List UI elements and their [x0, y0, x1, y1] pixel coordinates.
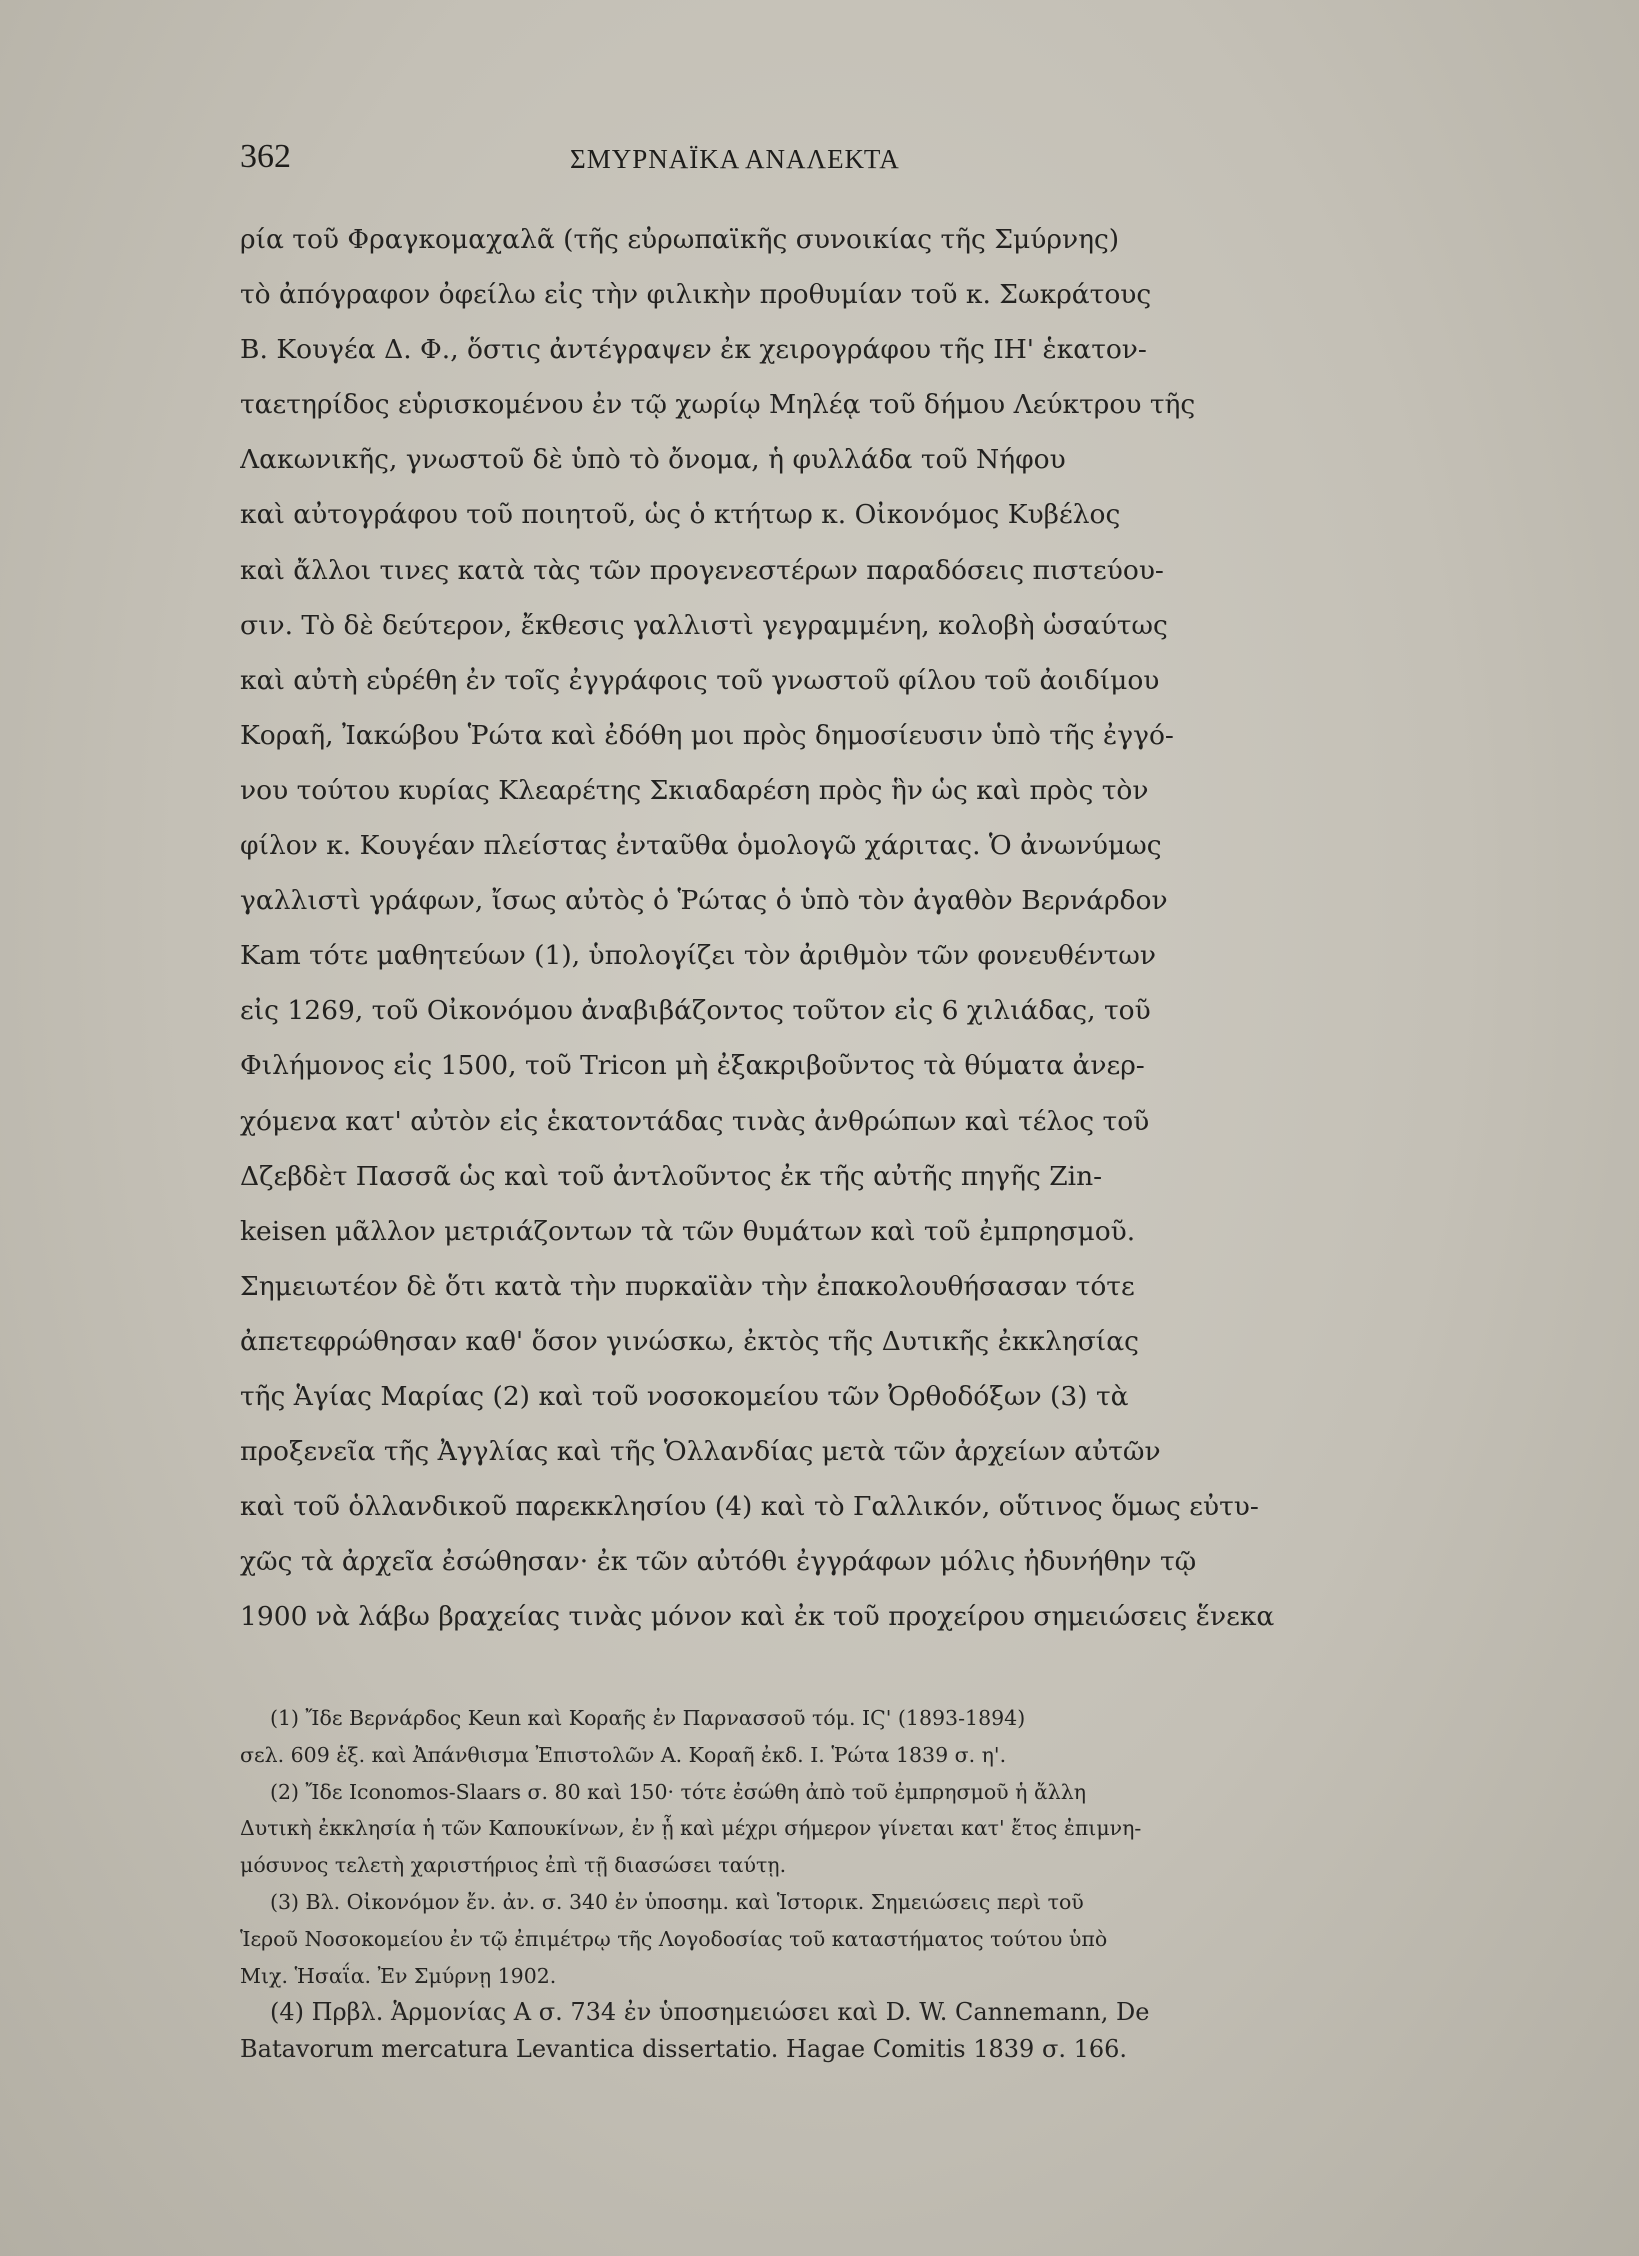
text-line: χόμενα κατ' αὐτὸν εἰς ἑκατοντάδας τινὰς ἀνθρώπων καὶ τέλος τοῦ	[240, 1105, 1150, 1137]
footnotes	[240, 1700, 1410, 2068]
text-line: προξενεῖα τῆς Ἀγγλίας καὶ τῆς Ὁλλανδίας μετὰ τῶν ἀρχείων αὐτῶν	[240, 1436, 1161, 1468]
text-line: 1900 νὰ λάβω βραχείας τινὰς μόνον καὶ ἐκ τοῦ προχείρου σημειώσεις ἕνεκα	[240, 1601, 1275, 1633]
text-line: φίλον κ. Κουγέαν πλείστας ἐνταῦθα ὁμολογῶ χάριτας. Ὁ ἀνωνύμως	[240, 830, 1162, 862]
text-line: Kam τότε μαθητεύων (1), ὑπολογίζει τὸν ἀριθμὸν τῶν φονευθέντων	[240, 940, 1157, 972]
footnote-4-line: Batavorum mercatura Levantica dissertatio. Hagae Comitis 1839 σ. 166.	[240, 2035, 1128, 2064]
text-line: εἰς 1269, τοῦ Οἰκονόμου ἀναβιβάζοντος τοῦτον εἰς 6 χιλιάδας, τοῦ	[240, 995, 1151, 1027]
text-line: καὶ τοῦ ὁλλανδικοῦ παρεκκλησίου (4) καὶ τὸ Γαλλικόν, οὕτινος ὅμως εὐτυ-	[240, 1491, 1259, 1523]
page-header	[240, 138, 1390, 178]
page-number: 362	[240, 138, 291, 175]
footnote-3-line: (3) Βλ. Οἰκονόμον ἔν. ἀν. σ. 340 ἐν ὑποσημ. καὶ Ἱστορικ. Σημειώσεις περὶ τοῦ	[270, 1889, 1084, 1914]
footnote-1-line: (1) Ἴδε Βερνάρδος Keun καὶ Κοραῆς ἐν Παρνασσοῦ τόμ. ΙϚ' (1893-1894)	[270, 1706, 1026, 1730]
running-title: ΣΜΥΡΝΑΪΚΑ ΑΝΑΛΕΚΤΑ	[570, 144, 900, 174]
text-line: τὸ ἀπόγραφον ὀφείλω εἰς τὴν φιλικὴν προθυμίαν τοῦ κ. Σωκράτους	[240, 279, 1152, 311]
text-line: Φιλήμονος εἰς 1500, τοῦ Tricon μὴ ἐξακριβοῦντος τὰ θύματα ἀνερ-	[240, 1050, 1145, 1082]
text-line: Λακωνικῆς, γνωστοῦ δὲ ὑπὸ τὸ ὄνομα, ἡ φυλλάδα τοῦ Νήφου	[240, 444, 1066, 476]
text-line: καὶ αὐτὴ εὑρέθη ἐν τοῖς ἐγγράφοις τοῦ γνωστοῦ φίλου τοῦ ἀοιδίμου	[240, 664, 1160, 696]
footnote-4-line: (4) Πρβλ. Ἁρμονίας Α σ. 734 ἐν ὑποσημειώσει καὶ D. W. Cannemann, De	[270, 1998, 1150, 2027]
text-line: Δζεβδὲτ Πασσᾶ ὡς καὶ τοῦ ἀντλοῦντος ἐκ τῆς αὐτῆς πηγῆς Zin-	[240, 1160, 1103, 1192]
footnote-3-line: Μιχ. Ἡσαΐα. Ἐν Σμύρνῃ 1902.	[240, 1963, 557, 1988]
text-line: Β. Κουγέα Δ. Φ., ὅστις ἀντέγραψεν ἐκ χειρογράφου τῆς ΙΗ' ἑκατον-	[240, 334, 1147, 366]
main-text	[240, 212, 1400, 1644]
text-line: ἀπετεφρώθησαν καθ' ὅσον γινώσκω, ἐκτὸς τῆς Δυτικῆς ἐκκλησίας	[240, 1325, 1139, 1357]
text-line: σιν. Τὸ δὲ δεύτερον, ἔκθεσις γαλλιστὶ γεγραμμένη, κολοβὴ ὡσαύτως	[240, 609, 1168, 641]
footnote-2-line: μόσυνος τελετὴ χαριστήριος ἐπὶ τῇ διασώσει ταύτῃ.	[240, 1853, 787, 1878]
text-line: καὶ ἄλλοι τινες κατὰ τὰς τῶν προγενεστέρων παραδόσεις πιστεύου-	[240, 554, 1164, 586]
text-line: ρία τοῦ Φραγκομαχαλᾶ (τῆς εὐρωπαϊκῆς συνοικίας τῆς Σμύρνης)	[240, 224, 1120, 255]
text-line: γαλλιστὶ γράφων, ἴσως αὐτὸς ὁ Ῥώτας ὁ ὑπὸ τὸν ἀγαθὸν Βερνάρδον	[240, 885, 1168, 917]
text-line: keisen μᾶλλον μετριάζοντων τὰ τῶν θυμάτων καὶ τοῦ ἐμπρησμοῦ.	[240, 1215, 1136, 1247]
footnote-2-line: (2) Ἴδε Iconomos-Slaars σ. 80 καὶ 150· τότε ἐσώθη ἀπὸ τοῦ ἐμπρησμοῦ ἡ ἄλλη	[270, 1779, 1087, 1804]
text-line: Σημειωτέον δὲ ὅτι κατὰ τὴν πυρκαϊὰν τὴν ἐπακολουθήσασαν τότε	[240, 1270, 1135, 1302]
footnote-1-line: σελ. 609 ἑξ. καὶ Ἀπάνθισμα Ἐπιστολῶν Α. Κοραῆ ἐκδ. Ι. Ῥώτα 1839 σ. η'.	[240, 1742, 1007, 1767]
text-line: ταετηρίδος εὑρισκομένου ἐν τῷ χωρίῳ Μηλέᾳ τοῦ δήμου Λεύκτρου τῆς	[240, 389, 1196, 421]
footnote-2-line: Δυτικὴ ἐκκλησία ἡ τῶν Καπουκίνων, ἐν ᾗ καὶ μέχρι σήμερον γίνεται κατ' ἔτος ἐπιμνη-	[240, 1816, 1142, 1841]
footnote-3-line: Ἱεροῦ Νοσοκομείου ἐν τῷ ἐπιμέτρῳ τῆς Λογοδοσίας τοῦ καταστήματος τούτου ὑπὸ	[240, 1926, 1108, 1951]
text-line: τῆς Ἁγίας Μαρίας (2) καὶ τοῦ νοσοκομείου τῶν Ὀρθοδόξων (3) τὰ	[240, 1380, 1129, 1412]
text-line: νου τούτου κυρίας Κλεαρέτης Σκιαδαρέση πρὸς ἣν ὡς καὶ πρὸς τὸν	[240, 774, 1149, 806]
text-line: χῶς τὰ ἀρχεῖα ἐσώθησαν· ἐκ τῶν αὐτόθι ἐγγράφων μόλις ἠδυνήθην τῷ	[240, 1546, 1197, 1578]
text-line: καὶ αὐτογράφου τοῦ ποιητοῦ, ὡς ὁ κτήτωρ κ. Οἰκονόμος Κυβέλος	[240, 499, 1121, 531]
text-line: Κοραῆ, Ἰακώβου Ῥώτα καὶ ἐδόθη μοι πρὸς δημοσίευσιν ὑπὸ τῆς ἐγγό-	[240, 719, 1174, 751]
